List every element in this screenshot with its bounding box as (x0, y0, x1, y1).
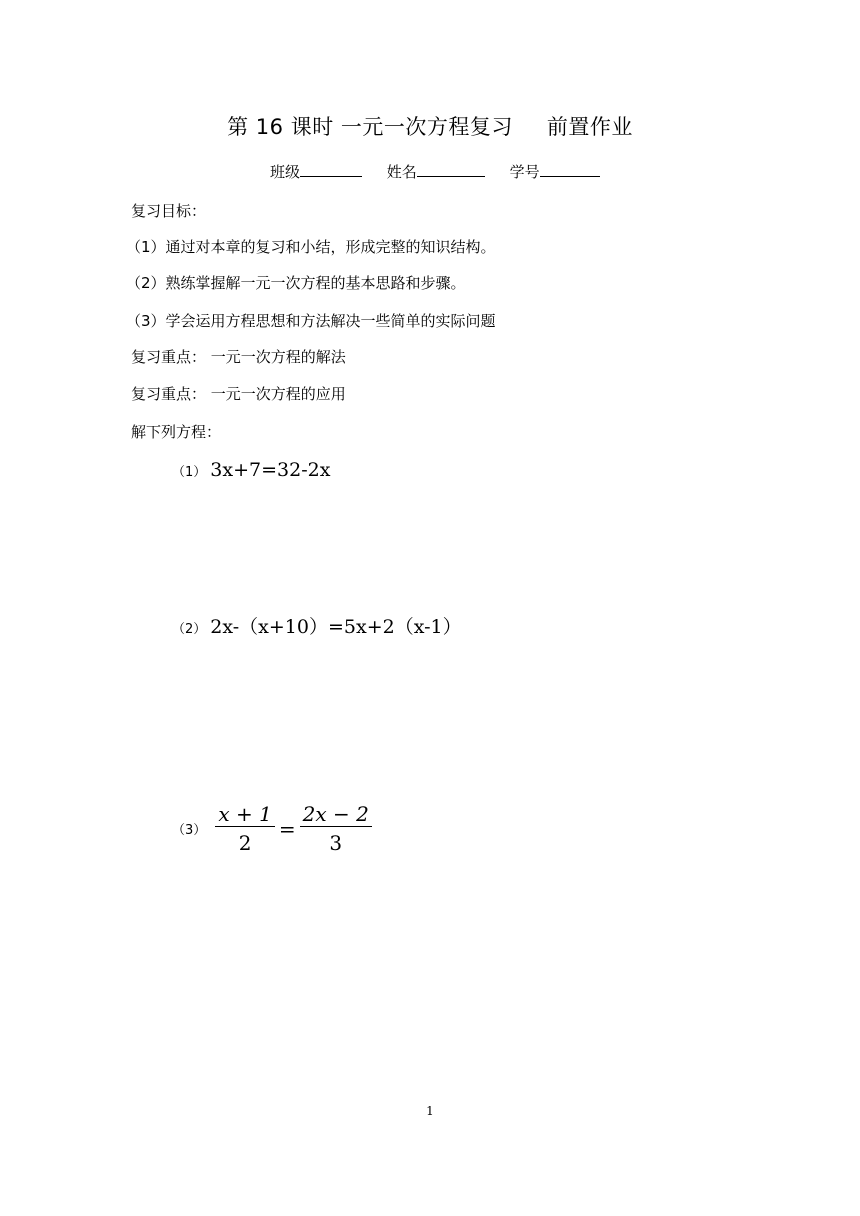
problem-number: （3） (172, 823, 207, 838)
title-suffix: 前置作业 (546, 115, 633, 139)
problem-equation: 3x+7=32-2x (210, 459, 331, 481)
problem-number: （1） (172, 465, 207, 480)
key-point: 复习重点： 一元一次方程的解法 (131, 348, 346, 366)
objective-item: （2）熟练掌握解一元一次方程的基本思路和步骤。 (126, 274, 466, 292)
fraction-numerator: 2x − 2 (300, 802, 372, 827)
page-title (0, 111, 860, 141)
title-main: 第 16 课时 一元一次方程复习 (227, 115, 513, 139)
fraction-denominator: 3 (329, 831, 343, 855)
fraction-right (300, 802, 372, 855)
problem-number: （2） (172, 622, 207, 637)
id-blank[interactable] (540, 162, 600, 177)
problem-3 (172, 802, 372, 855)
problem-equation: 2x-（x+10）=5x+2（x-1） (210, 616, 462, 638)
problem-2 (172, 612, 462, 639)
problem-1 (172, 459, 330, 481)
objective-item: （3）学会运用方程思想和方法解决一些简单的实际问题 (126, 312, 496, 330)
class-blank[interactable] (300, 162, 362, 177)
page-number: 1 (426, 1104, 434, 1118)
key-point: 复习重点： 一元一次方程的应用 (131, 385, 346, 403)
equals-sign: = (278, 816, 296, 841)
name-blank[interactable] (417, 162, 485, 177)
fraction-left (215, 802, 274, 855)
exercise-heading: 解下列方程： (131, 423, 222, 441)
objectives-heading: 复习目标： (131, 202, 207, 220)
fraction-denominator: 2 (238, 831, 252, 855)
fraction-numerator: x + 1 (215, 802, 274, 827)
id-label: 学号 (509, 163, 540, 181)
student-info (270, 161, 600, 182)
name-label: 姓名 (386, 163, 417, 181)
objective-item: （1）通过对本章的复习和小结，形成完整的知识结构。 (126, 238, 496, 256)
class-label: 班级 (270, 163, 301, 181)
